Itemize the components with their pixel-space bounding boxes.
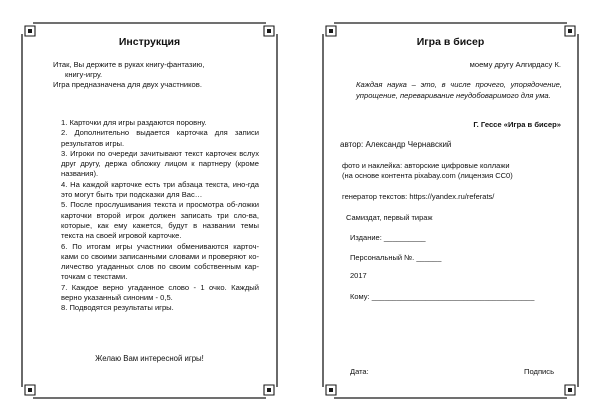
- rule-item: 7. Каждое верно угаданное слово - 1 очко. Каждый верно указанный синоним - 0,5.: [61, 282, 259, 303]
- recipient-field: Кому: _______________________________________: [350, 292, 535, 301]
- instruction-title: Инструкция: [118, 36, 181, 48]
- intro-line: книгу-игру.: [65, 70, 103, 79]
- epigraph-attribution: Г. Гессе «Игра в бисер»: [473, 120, 561, 129]
- signature-label: Подпись: [524, 367, 555, 376]
- epigraph: Каждая наука – это, в числе прочего, упорядочение, упрощение, переваривание неудобоваримого для ума.: [356, 80, 562, 100]
- rule-item: 3. Игроки по очереди зачитывают текст карточек вслух друг другу, держа обложку лицом к партнеру (кроме названия).: [61, 148, 259, 179]
- rule-item: 4. На каждой карточке есть три абзаца текста, ино-гда это могут быть три подсказки для Вас…: [61, 179, 259, 200]
- closing-wish: Желаю Вам интересной игры!: [95, 354, 204, 363]
- edition-field: Издание: __________: [350, 233, 426, 242]
- rule-item: 1. Карточки для игры раздаются поровну.: [61, 118, 207, 127]
- rule-item: 8. Подводятся результаты игры.: [61, 303, 174, 313]
- ornamental-frame: [322, 22, 579, 399]
- photo-credit: фото и наклейка: авторские цифровые коллажи: [342, 161, 510, 170]
- intro-line: Игра предназначена для двух участников.: [53, 80, 202, 89]
- rule-item: 2. Дополнительно выдается карточка для записи результатов игры.: [61, 128, 259, 148]
- personal-number-field: Персональный №. ______: [350, 253, 442, 262]
- intro-line: Итак, Вы держите в руках книгу-фантазию,: [53, 60, 205, 69]
- rule-item: 6. По итогам игры участники обмениваются карточ-ками со своими записанными словами и проверяют ко-личество угаданных слов по своим собственным кар-точкам с текстами.: [61, 241, 259, 282]
- generator-credit: генератор текстов: https://yandex.ru/referats/: [342, 192, 495, 201]
- year: 2017: [350, 271, 367, 280]
- date-label: Дата:: [350, 367, 369, 376]
- book-title: Игра в бисер: [416, 36, 485, 48]
- author-line: автор: Александр Чернавский: [340, 140, 452, 149]
- title-card: [322, 22, 579, 399]
- photo-credit: (на основе контента pixabay.com (лицензия CC0): [342, 171, 513, 180]
- rule-item: 5. После прослушивания текста и просмотра об-ложки карточки второй игрок должен записать три сло-ва, которые, как ему кажется, будут в названии темы текста на своей игровой карточке.: [61, 200, 259, 241]
- publisher-line: Самиздат, первый тираж: [346, 213, 433, 222]
- rules-list: [61, 118, 259, 314]
- instruction-card: [21, 22, 278, 399]
- dedication: моему другу Алгирдасу К.: [469, 60, 561, 69]
